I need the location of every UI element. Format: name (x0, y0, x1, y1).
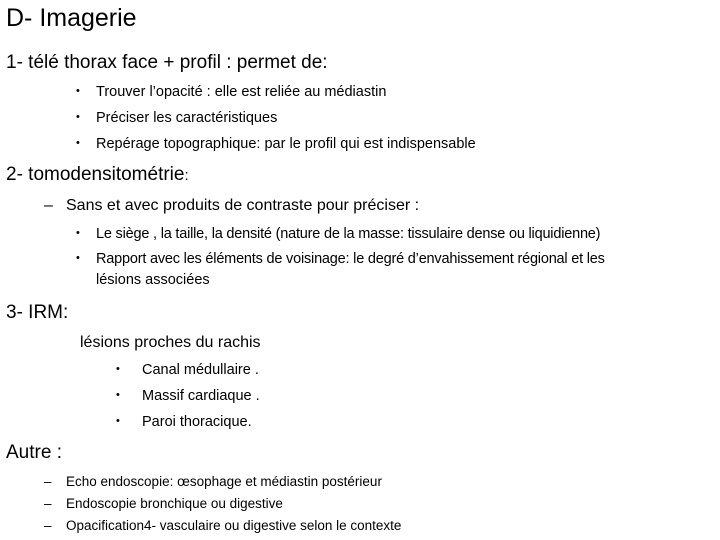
section-2-item: • Le siège , la taille, la densité (nature de la masse: tissulaire dense ou liquidienne) (76, 226, 601, 242)
bullet-marker: • (116, 363, 120, 375)
section-3-item: • Paroi thoracique. (116, 414, 252, 430)
bullet-marker: • (76, 137, 80, 149)
section-2-heading: 2- tomodensitométrie: (6, 164, 189, 185)
bullet-marker: • (116, 415, 120, 427)
section-1-item: • Trouver l’opacité : elle est reliée au médiastin (76, 84, 387, 100)
bullet-marker: • (76, 252, 80, 264)
section-3-heading: 3- IRM: (6, 302, 69, 323)
dash-marker: – (44, 474, 52, 489)
section-4-heading: Autre : (6, 442, 62, 463)
dash-marker: – (44, 496, 52, 511)
section-1-item: • Préciser les caractéristiques (76, 110, 278, 126)
slide-title: D- Imagerie (6, 4, 137, 32)
section-3-intro: lésions proches du rachis (80, 334, 261, 351)
section-4-item: – Endoscopie bronchique ou digestive (44, 496, 283, 511)
section-3-item: • Massif cardiaque . (116, 388, 260, 404)
section-2-subheading: – Sans et avec produits de contraste pour préciser : (44, 197, 420, 214)
bullet-marker: • (76, 85, 80, 97)
bullet-marker: • (116, 389, 120, 401)
section-1-item: • Repérage topographique: par le profil qui est indispensable (76, 136, 476, 152)
dash-marker: – (44, 518, 52, 533)
section-3-item: • Canal médullaire . (116, 362, 259, 378)
section-1-heading: 1- télé thorax face + profil : permet de: (6, 52, 328, 73)
section-2-item: • Rapport avec les éléments de voisinage: le degré d’envahissement régional et les (76, 251, 605, 267)
section-4-item: – Echo endoscopie: œsophage et médiastin postérieur (44, 474, 382, 489)
section-4-item: – Opacification4- vasculaire ou digestive selon le contexte (44, 518, 402, 533)
section-2-item-continuation: lésions associées (96, 272, 210, 288)
bullet-marker: • (76, 111, 80, 123)
bullet-marker: • (76, 227, 80, 239)
dash-marker: – (44, 197, 53, 214)
